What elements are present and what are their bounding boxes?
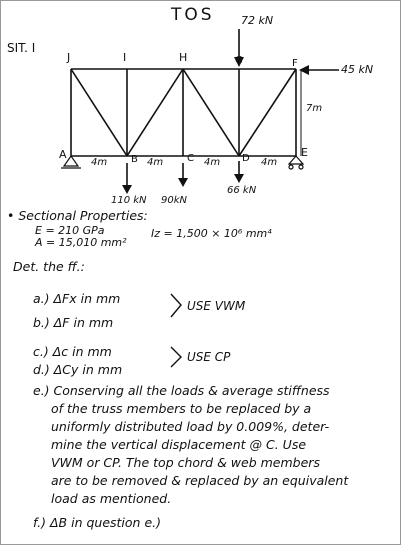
span-label-4: 4m [261, 157, 278, 168]
page-title: TOS [171, 5, 215, 25]
span-label-2: 4m [147, 157, 164, 168]
property-A: A = 15,010 mm² [35, 236, 127, 249]
node-label-G: G [235, 55, 243, 66]
span-label-3: 4m [204, 157, 221, 168]
question-d: d.) ΔCy in mm [33, 362, 123, 377]
node-label-B: B [131, 154, 138, 165]
question-c: c.) Δc in mm [33, 344, 112, 359]
method-vwm-label: USE VWM [187, 299, 246, 313]
node-label-I: I [123, 51, 127, 64]
load-value-B: 110 kN [111, 195, 147, 206]
question-a: a.) ΔFx in mm [33, 291, 121, 306]
load-value-G: 72 kN [241, 14, 274, 27]
properties-heading: • Sectional Properties: [7, 208, 148, 223]
height-label: 7m [306, 103, 323, 114]
question-b: b.) ΔF in mm [33, 315, 114, 330]
question-f: f.) ΔB in question e.) [33, 515, 161, 530]
load-value-C: 90kN [161, 195, 187, 206]
node-label-J: J [67, 51, 71, 64]
question-e-line-6: are to be removed & replaced by an equivalent [51, 473, 349, 488]
question-e-line-2: of the truss members to be replaced by a [51, 401, 312, 416]
node-label-F: F [292, 58, 298, 69]
property-I: Iz = 1,500 × 10⁶ mm⁴ [151, 227, 272, 240]
span-label-1: 4m [91, 157, 108, 168]
node-label-D: D [242, 153, 250, 164]
load-value-F: 45 kN [341, 63, 374, 76]
method-cp-label: USE CP [187, 350, 231, 364]
question-e-line-1: e.) Conserving all the loads & average stiffness [33, 383, 330, 398]
load-value-D: 66 kN [227, 185, 257, 196]
property-E: E = 210 GPa [35, 224, 105, 237]
question-e-line-3: uniformly distributed load by 0.009%, deter- [51, 419, 330, 434]
node-label-A: A [59, 148, 67, 161]
question-e-line-5: VWM or CP. The top chord & web members [51, 455, 320, 470]
question-e-line-7: load as mentioned. [51, 491, 172, 506]
node-label-E: E [301, 146, 308, 159]
situation-label: SIT. I [7, 41, 36, 55]
instructions-heading: Det. the ff.: [13, 259, 85, 274]
node-label-H: H [179, 51, 188, 64]
node-label-C: C [187, 153, 194, 164]
question-e-line-4: mine the vertical displacement @ C. Use [51, 437, 307, 452]
